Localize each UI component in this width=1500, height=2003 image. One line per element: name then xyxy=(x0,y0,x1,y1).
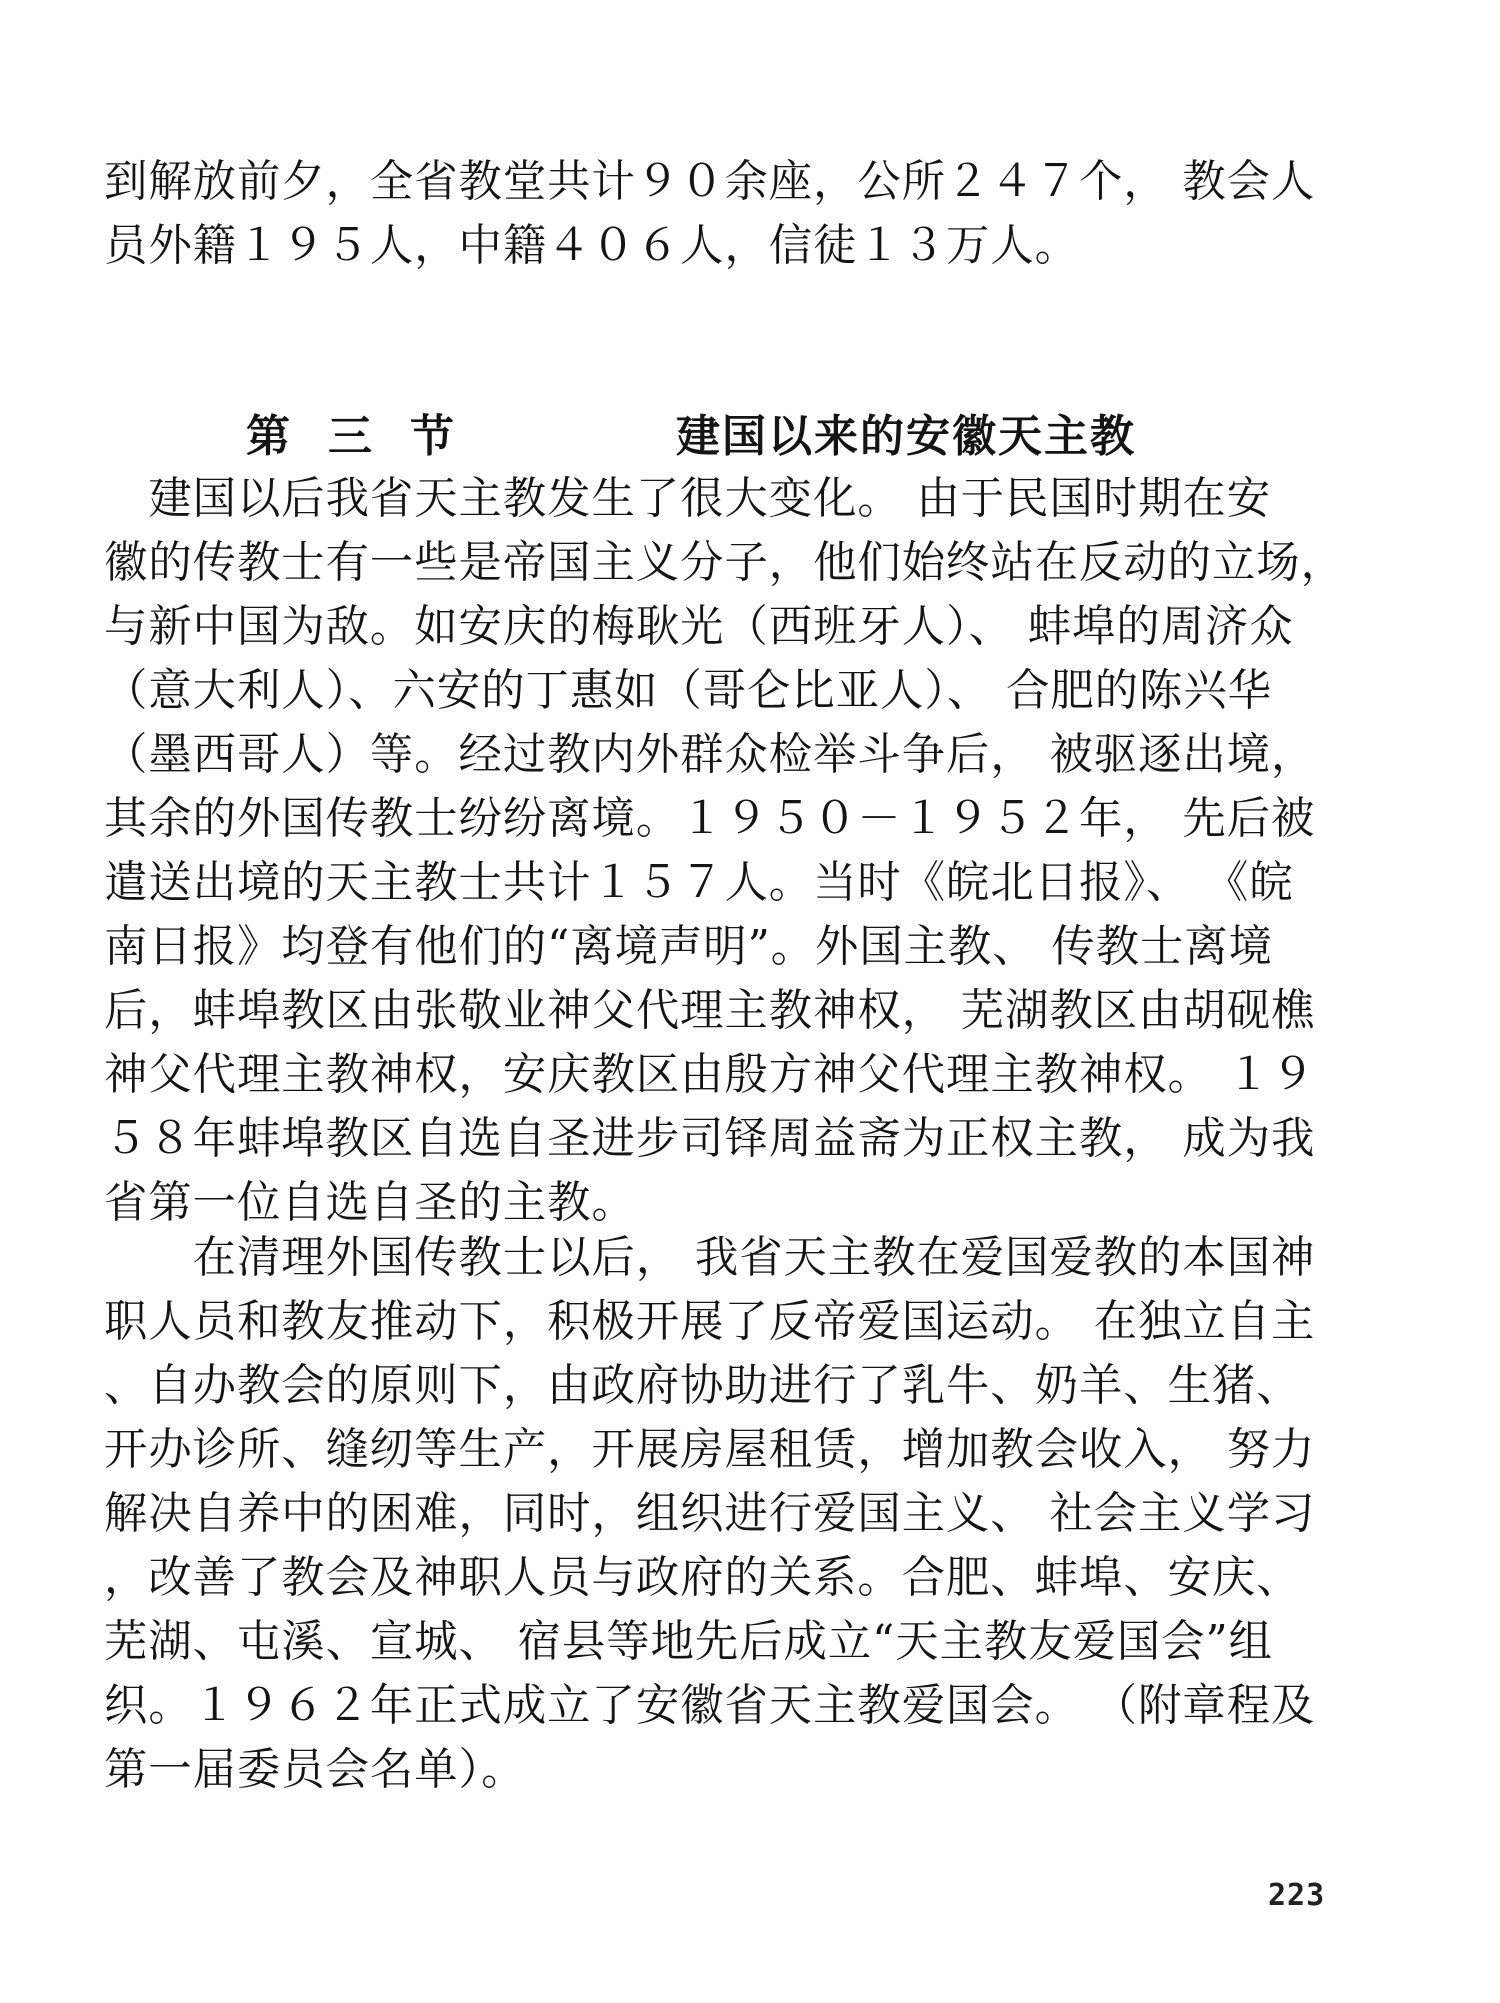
text-line: （墨西哥人）等。经过教内外群众检举斗争后， 被驱逐出境， xyxy=(104,729,1316,780)
text-line: 与新中国为敌。如安庆的梅耿光（西班牙人）、 蚌埠的周济众 xyxy=(104,601,1294,652)
text-line: 、自办教会的原则下，由政府协助进行了乳牛、奶羊、生猪、 xyxy=(104,1360,1301,1411)
text-line: 织。１９６２年正式成立了安徽省天主教爱国会。 （附章程及 xyxy=(104,1680,1316,1731)
text-line: 后，蚌埠教区由张敬业神父代理主教神权， 芜湖教区由胡砚樵 xyxy=(104,985,1316,1036)
text-line: 芜湖、屯溪、宣城、 宿县等地先后成立“天主教友爱国会”组 xyxy=(104,1616,1273,1667)
text-line: 到解放前夕，全省教堂共计９０余座，公所２４７个， 教会人 xyxy=(104,156,1316,207)
section-title: 建国以来的安徽天主教 xyxy=(676,411,1136,462)
text-line: 开办诊所、缝纫等生产，开展房屋租赁，增加教会收入， 努力 xyxy=(104,1424,1316,1475)
page-number: 223 xyxy=(1268,1878,1326,1913)
text-line: 解决自养中的困难，同时，组织进行爱国主义、 社会主义学习 xyxy=(104,1488,1316,1539)
text-line: 省第一位自选自圣的主教。 xyxy=(104,1177,636,1228)
text-line: 徽的传教士有一些是帝国主义分子，他们始终站在反动的立场， xyxy=(104,537,1345,588)
text-line: 第一届委员会名单）。 xyxy=(104,1744,526,1795)
paragraph-2 xyxy=(104,1226,1424,1802)
text-line: 南日报》均登有他们的“离境声明”。外国主教、 传教士离境 xyxy=(104,921,1273,972)
text-line: 职人员和教友推动下，积极开展了反帝爱国运动。 在独立自主 xyxy=(104,1296,1316,1347)
section-heading xyxy=(246,405,1136,469)
paragraph-1 xyxy=(104,467,1424,1235)
text-line: 员外籍１９５人，中籍４０６人，信徒１３万人。 xyxy=(104,220,1079,271)
text-line: （意大利人）、六安的丁惠如（哥仑比亚人）、 合肥的陈兴华 xyxy=(104,665,1273,716)
text-line: ，改善了教会及神职人员与政府的关系。合肥、蚌埠、安庆、 xyxy=(104,1552,1301,1603)
text-line: 神父代理主教神权，安庆教区由殷方神父代理主教神权。 １９ xyxy=(104,1049,1316,1100)
section-number: 第三节 xyxy=(246,411,492,462)
intro-paragraph xyxy=(104,150,1424,278)
text-line: ５８年蚌埠教区自选自圣进步司铎周益斋为正权主教， 成为我 xyxy=(104,1113,1316,1164)
text-line: 在清理外国传教士以后， 我省天主教在爱国爱教的本国神 xyxy=(104,1232,1316,1283)
text-line: 遣送出境的天主教士共计１５７人。当时《皖北日报》、 《皖 xyxy=(104,857,1294,908)
text-line: 其余的外国传教士纷纷离境。１９５０－１９５２年， 先后被 xyxy=(104,793,1316,844)
text-line: 建国以后我省天主教发生了很大变化。 由于民国时期在安 xyxy=(104,473,1272,524)
